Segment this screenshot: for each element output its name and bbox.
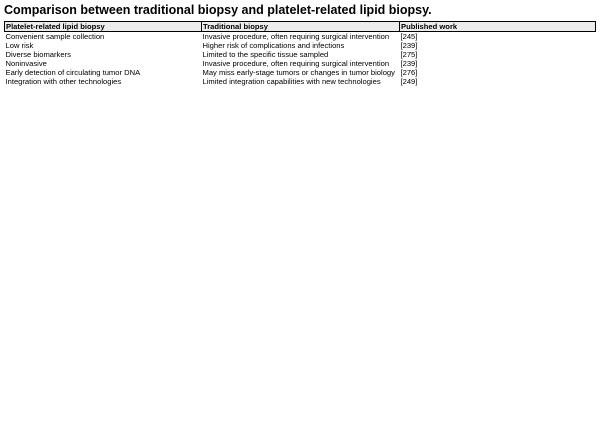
column-header-traditional-biopsy: Traditional biopsy [202, 22, 400, 32]
table-cell-published-work: [276] [400, 68, 418, 77]
table-row [5, 32, 596, 42]
table-header-row [5, 22, 596, 32]
table-row [5, 77, 596, 86]
table-cell-lipid-biopsy: Diverse biomarkers [5, 50, 71, 59]
table-cell-published-work: [245] [400, 32, 418, 41]
table-cell-published-work: [239] [400, 59, 418, 68]
table-row [5, 41, 596, 50]
column-header-published-work: Published work [400, 22, 596, 32]
table-cell-traditional-biopsy: Invasive procedure, often requiring surgical intervention [202, 32, 390, 41]
table-row [5, 59, 596, 68]
table-cell-published-work: [249] [400, 77, 418, 86]
table-cell-traditional-biopsy: Higher risk of complications and infections [202, 41, 345, 50]
table-cell-traditional-biopsy: Invasive procedure, often requiring surgical intervention [202, 59, 390, 68]
table-cell-published-work: [239] [400, 41, 418, 50]
table-cell-published-work: [275] [400, 50, 418, 59]
table-cell-lipid-biopsy: Convenient sample collection [5, 32, 105, 41]
table-cell-lipid-biopsy: Early detection of circulating tumor DNA [5, 68, 141, 77]
table-cell-lipid-biopsy: Integration with other technologies [5, 77, 122, 86]
table-cell-lipid-biopsy: Noninvasive [5, 59, 47, 68]
table-row [5, 50, 596, 59]
table-cell-traditional-biopsy: Limited integration capabilities with new technologies [202, 77, 381, 86]
table-cell-lipid-biopsy: Low risk [5, 41, 34, 50]
table-cell-traditional-biopsy: May miss early-stage tumors or changes in tumor biology [202, 68, 395, 77]
column-header-lipid-biopsy: Platelet-related lipid biopsy [5, 22, 202, 32]
table-title: Comparison between traditional biopsy and platelet-related lipid biopsy. [4, 3, 432, 17]
table-cell-traditional-biopsy: Limited to the specific tissue sampled [202, 50, 329, 59]
document-page [4, 3, 596, 86]
table-row [5, 68, 596, 77]
comparison-table [4, 21, 596, 86]
